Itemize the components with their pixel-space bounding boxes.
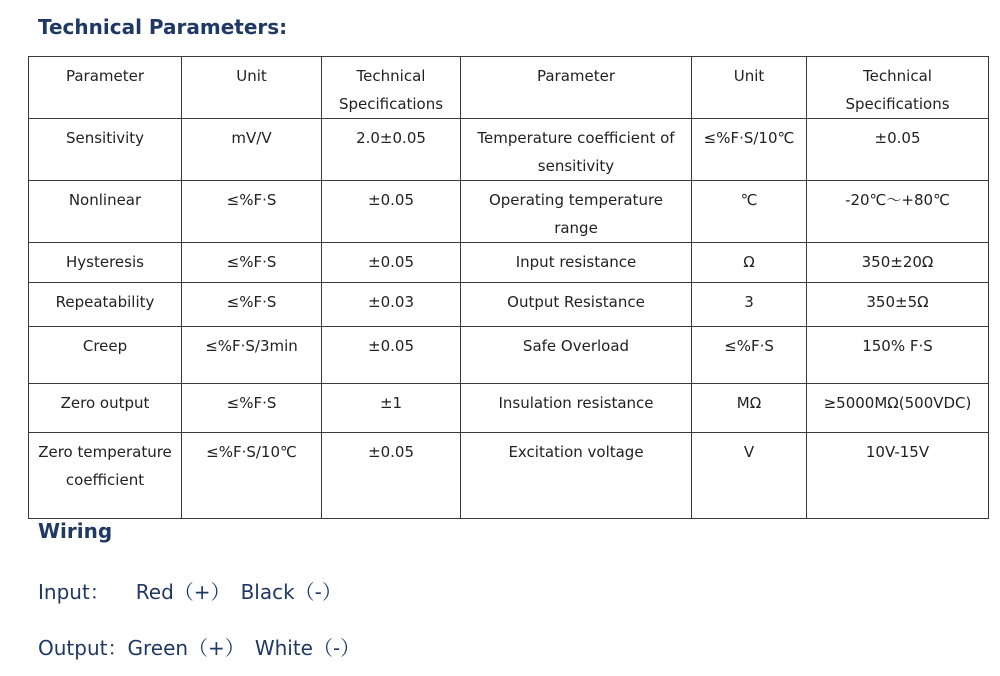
table-cell: MΩ — [692, 384, 807, 433]
wiring-input-negative: Black（-） — [240, 580, 342, 604]
table-row — [29, 327, 989, 384]
header-cell: Unit — [692, 57, 807, 119]
table-header-row — [29, 57, 989, 119]
spec-table — [28, 56, 989, 519]
table-row — [29, 384, 989, 433]
table-cell: ≤%F·S/10℃ — [692, 119, 807, 181]
table-cell: ≤%F·S — [182, 181, 322, 243]
table-cell: V — [692, 433, 807, 519]
table-cell: 10V-15V — [807, 433, 989, 519]
wiring-output-line — [38, 632, 360, 661]
table-cell: ≤%F·S — [182, 243, 322, 283]
table-cell: Ω — [692, 243, 807, 283]
table-cell: Safe Overload — [461, 327, 692, 384]
header-cell: Parameter — [461, 57, 692, 119]
technical-parameters-title: Technical Parameters: — [38, 15, 288, 39]
table-cell: 150% F·S — [807, 327, 989, 384]
table-cell: ±0.05 — [807, 119, 989, 181]
table-cell: Temperature coefficient of sensitivity — [461, 119, 692, 181]
table-cell: Excitation voltage — [461, 433, 692, 519]
header-cell: Technical Specifications — [807, 57, 989, 119]
table-cell: ≤%F·S — [182, 283, 322, 327]
table-cell: 350±20Ω — [807, 243, 989, 283]
table-cell: ±0.03 — [322, 283, 461, 327]
table-cell: Nonlinear — [29, 181, 182, 243]
table-cell: ±0.05 — [322, 433, 461, 519]
table-cell: Hysteresis — [29, 243, 182, 283]
table-row — [29, 283, 989, 327]
table-cell: -20℃～+80℃ — [807, 181, 989, 243]
header-cell: Technical Specifications — [322, 57, 461, 119]
wiring-title: Wiring — [38, 519, 113, 543]
header-cell: Unit — [182, 57, 322, 119]
table-cell: Operating temperature range — [461, 181, 692, 243]
table-cell: mV/V — [182, 119, 322, 181]
table-cell: 2.0±0.05 — [322, 119, 461, 181]
wiring-output-label: Output： — [38, 636, 128, 660]
table-cell: Sensitivity — [29, 119, 182, 181]
table-cell: 350±5Ω — [807, 283, 989, 327]
wiring-input-positive: Red（+） — [135, 580, 231, 604]
wiring-input-label: Input： — [38, 580, 110, 604]
table-cell: ≤%F·S/10℃ — [182, 433, 322, 519]
table-row — [29, 181, 989, 243]
table-cell: ±0.05 — [322, 181, 461, 243]
table-cell: Repeatability — [29, 283, 182, 327]
table-cell: ≤%F·S/3min — [182, 327, 322, 384]
table-cell: ≤%F·S — [182, 384, 322, 433]
header-cell: Parameter — [29, 57, 182, 119]
wiring-output-negative: White（-） — [254, 636, 361, 660]
table-cell: ≤%F·S — [692, 327, 807, 384]
table-cell: ℃ — [692, 181, 807, 243]
table-cell: ≥5000MΩ(500VDC) — [807, 384, 989, 433]
table-cell: Creep — [29, 327, 182, 384]
table-row — [29, 433, 989, 519]
table-cell: ±1 — [322, 384, 461, 433]
table-row — [29, 119, 989, 181]
table-cell: Input resistance — [461, 243, 692, 283]
table-row — [29, 243, 989, 283]
table-cell: Output Resistance — [461, 283, 692, 327]
table-cell: Zero output — [29, 384, 182, 433]
wiring-input-line — [38, 576, 342, 605]
table-cell: Zero temperature coefficient — [29, 433, 182, 519]
table-cell: 3 — [692, 283, 807, 327]
wiring-output-positive: Green（+） — [127, 636, 245, 660]
table-cell: ±0.05 — [322, 327, 461, 384]
table-cell: ±0.05 — [322, 243, 461, 283]
table-cell: Insulation resistance — [461, 384, 692, 433]
